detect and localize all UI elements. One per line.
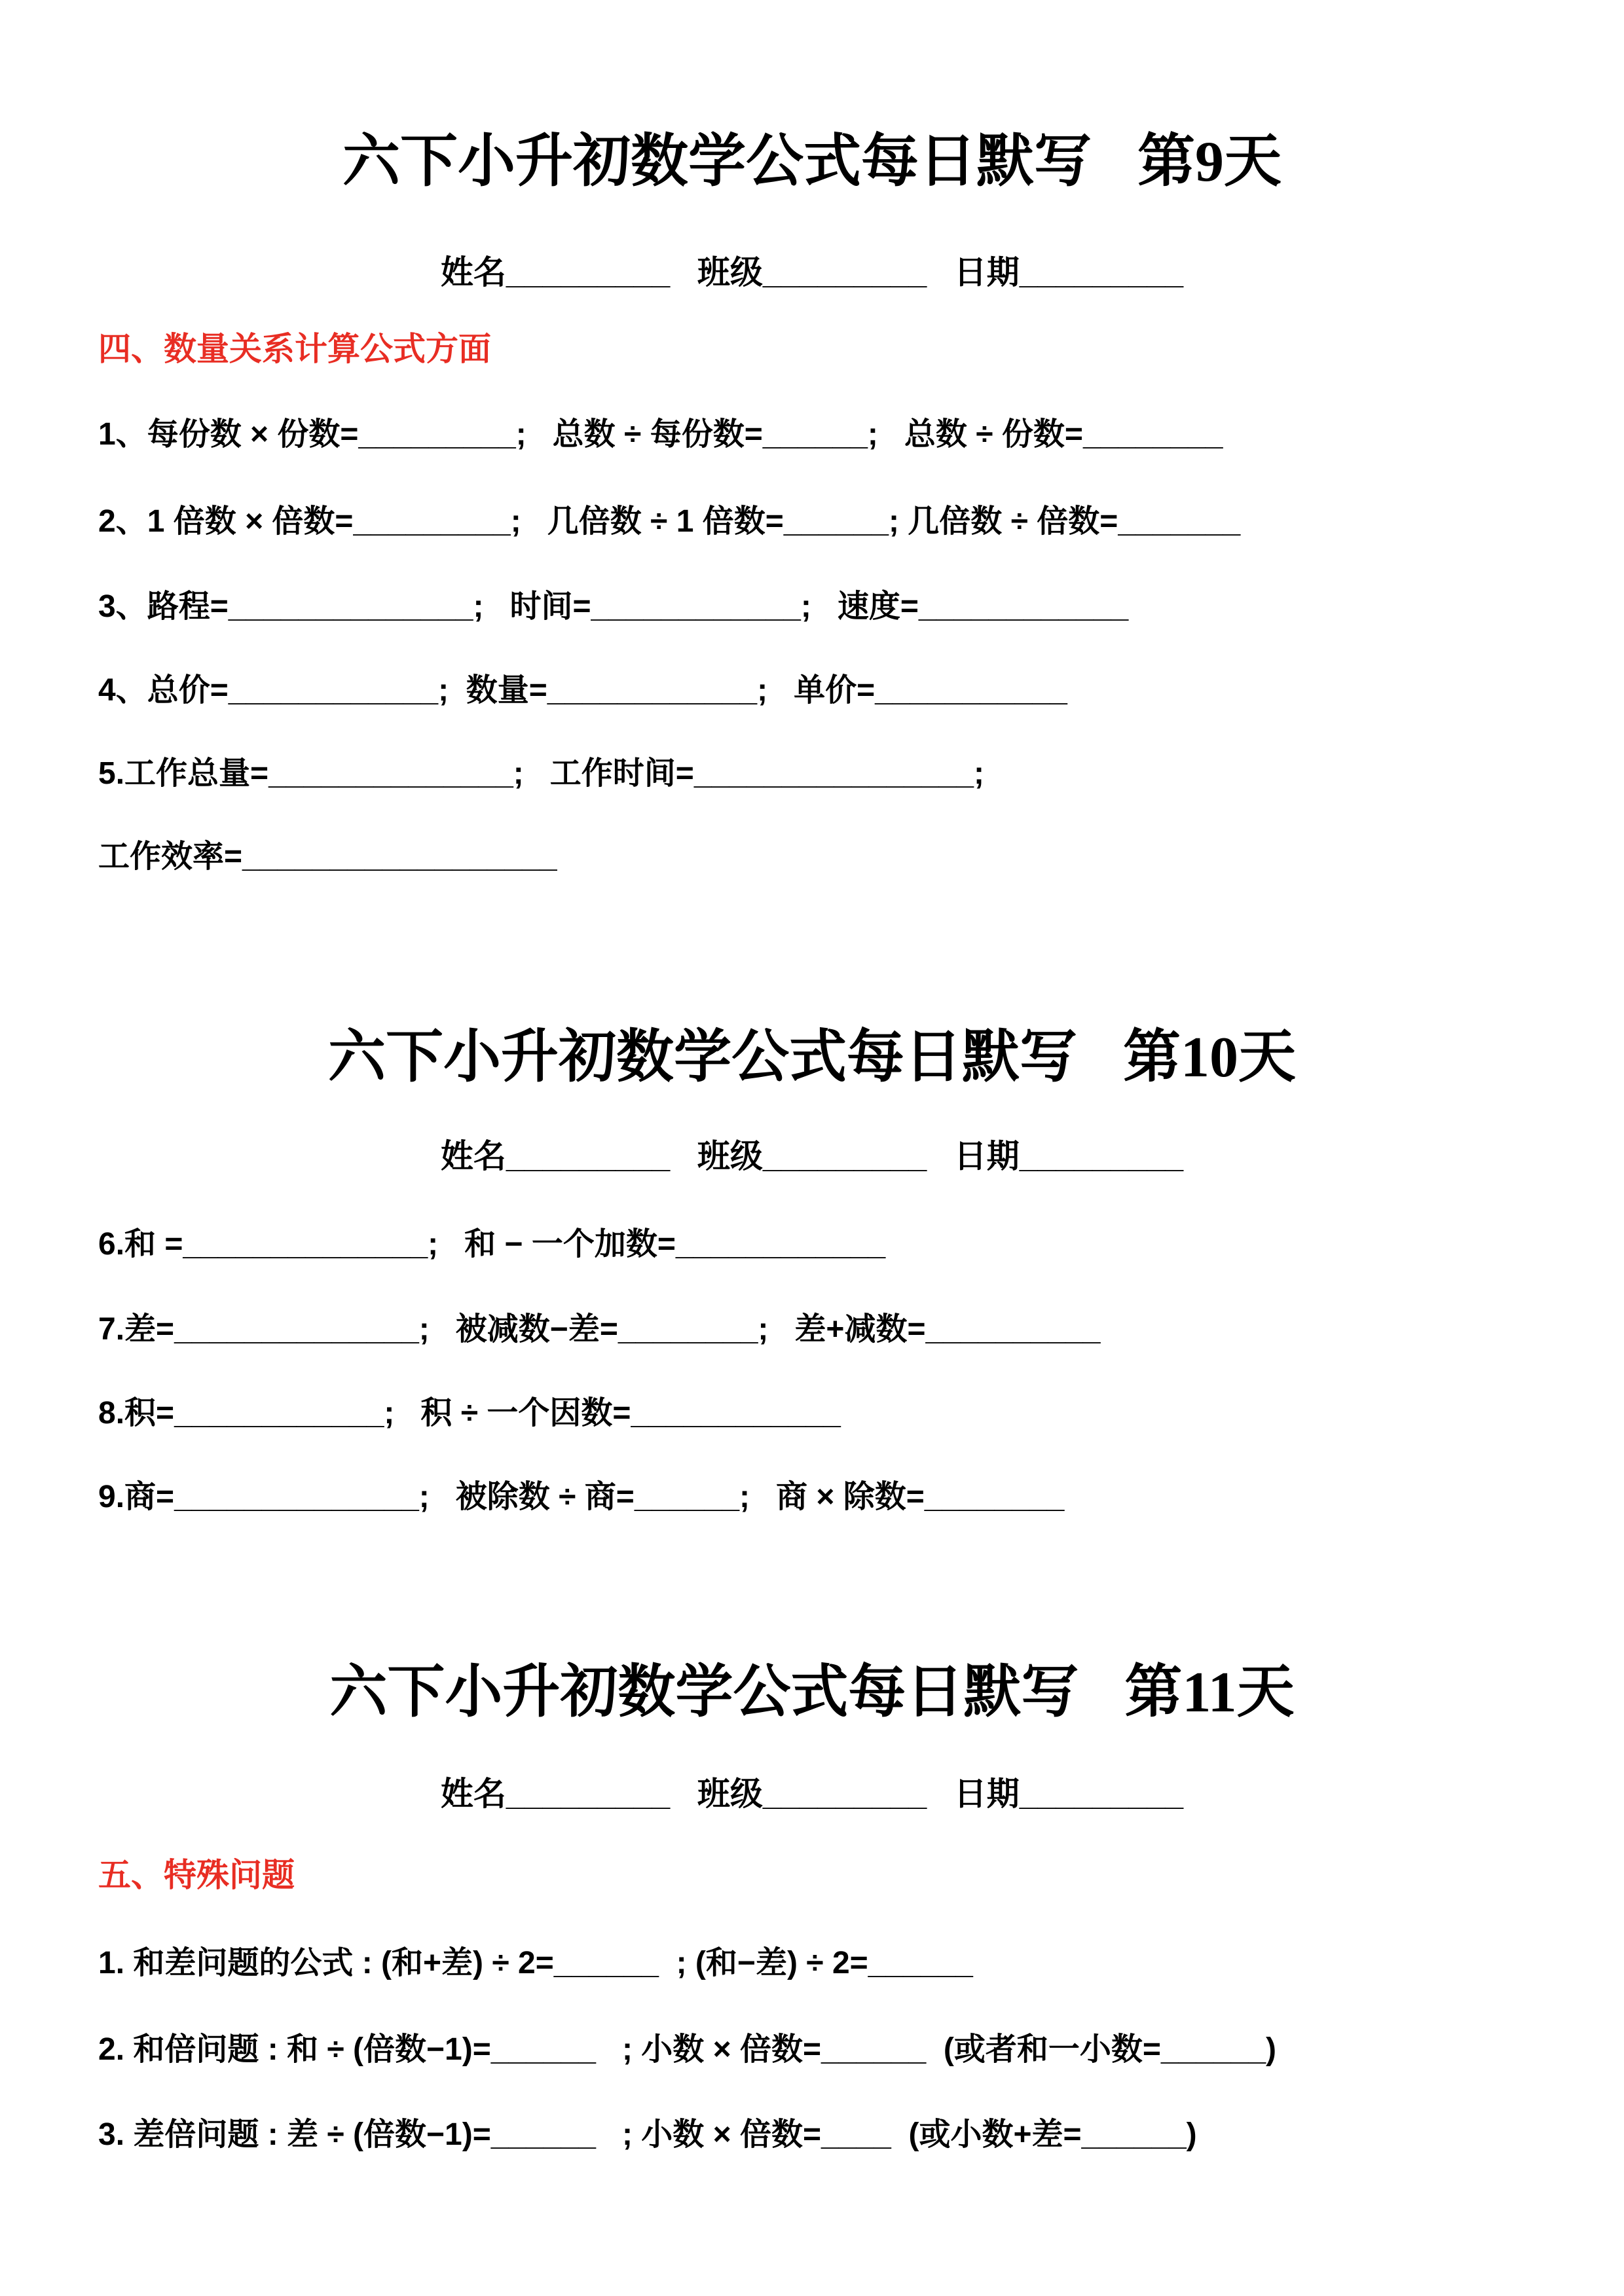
name-class-date-fields: 姓名_________ 班级_________ 日期_________	[440, 254, 1184, 291]
formula-line: 1. 和差问题的公式 : (和+差) ÷ 2=______ ; (和−差) ÷ 2=______	[98, 1946, 973, 1980]
worksheet-title-day-number: 第10天	[1123, 1026, 1297, 1089]
worksheet-title-day-number: 第11天	[1124, 1661, 1295, 1724]
worksheet-title-main: 六下小升初数学公式每日默写	[342, 130, 1092, 194]
worksheet-title-main: 六下小升初数学公式每日默写	[327, 1026, 1077, 1089]
worksheet-title-day9	[0, 131, 1624, 194]
formula-line: 9.商=______________; 被除数 ÷ 商=______; 商 × 除数=________	[98, 1480, 1065, 1514]
formula-line: 5.工作总量=______________; 工作时间=________________;	[98, 756, 984, 791]
formula-line: 3. 差倍问题 : 差 ÷ (倍数−1)=______ ; 小数 × 倍数=____ (或小数+差=______)	[98, 2117, 1197, 2152]
formula-line: 1、每份数 × 份数=_________; 总数 ÷ 每份数=______; 总数 ÷ 份数=________	[98, 417, 1223, 452]
formula-line: 7.差=______________; 被减数−差=________; 差+减数=__________	[98, 1312, 1101, 1347]
name-class-date-fields: 姓名_________ 班级_________ 日期_________	[440, 1776, 1184, 1812]
name-class-date-fields: 姓名_________ 班级_________ 日期_________	[440, 1138, 1184, 1175]
formula-line: 工作效率=__________________	[98, 839, 557, 874]
formula-line: 8.积=____________; 积 ÷ 一个因数=____________	[98, 1396, 841, 1430]
formula-line: 2. 和倍问题 : 和 ÷ (倍数−1)=______ ; 小数 × 倍数=______ (或者和一小数=______)	[98, 2032, 1277, 2067]
worksheet-title-day11	[0, 1662, 1624, 1725]
formula-line: 6.和 =______________; 和 − 一个加数=____________	[98, 1227, 886, 1262]
formula-line: 2、1 倍数 × 倍数=_________; 几倍数 ÷ 1 倍数=______; 几倍数 ÷ 倍数=_______	[98, 504, 1241, 539]
formula-line: 3、路程=______________; 时间=____________; 速度=____________	[98, 589, 1129, 624]
section-header-special-problems: 五、特殊问题	[98, 1857, 295, 1893]
worksheet-title-day-number: 第9天	[1137, 130, 1282, 194]
formula-line: 4、总价=____________; 数量=____________; 单价=___________	[98, 673, 1067, 708]
worksheet-title-main: 六下小升初数学公式每日默写	[329, 1661, 1079, 1724]
worksheet-title-day10	[0, 1027, 1624, 1090]
section-header-quantity-relations: 四、数量关系计算公式方面	[98, 331, 491, 367]
